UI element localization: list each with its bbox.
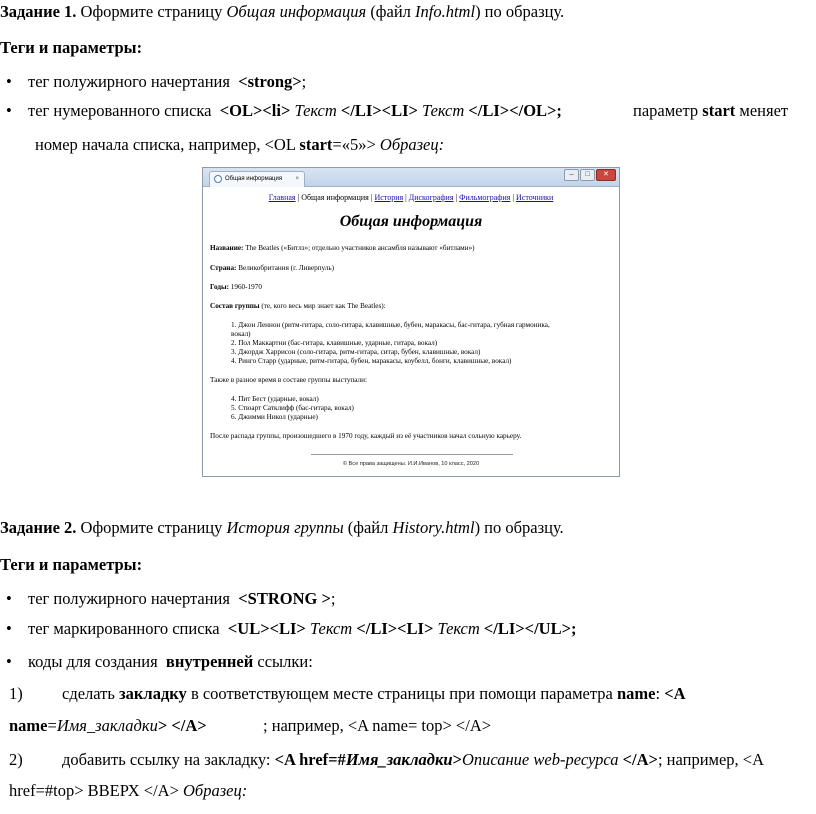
after-text: После распада группы, произошедшего в 1970 году, каждый из её участников начал сольную карьеру. [210, 432, 522, 440]
task2-bullet1-tag: <STRONG > [238, 589, 331, 608]
task2-heading-text: Оформите страницу [76, 518, 227, 537]
task1-start-param [633, 101, 788, 121]
task2-bullet2-tag2: </LI><LI> [356, 619, 434, 638]
list-item: 4. Ринго Старр (ударные, ритм-гитара, бубен, маракасы, коубелл, бонги, клавишные, вокал) [231, 357, 512, 365]
step2-close-tag: </A> [618, 750, 658, 769]
task2-step2-line2 [9, 781, 247, 801]
task1-page-name: Общая информация [226, 2, 367, 21]
window-buttons [563, 169, 616, 181]
nav-sep: | [295, 193, 302, 202]
task2-tags-title [0, 555, 142, 575]
band-name-row [210, 244, 475, 253]
step1-line2-bookmark-name: Имя_закладки [56, 716, 158, 735]
country-value: Великобритания (г. Ливерпуль) [236, 264, 335, 272]
lineup-row [210, 302, 386, 311]
nav-link-history[interactable]: История [374, 193, 404, 202]
years-value: 1960-1970 [228, 283, 262, 291]
task2-page-name: История группы [226, 518, 344, 537]
task1-line2-text: номер начала списка, например, <OL [35, 135, 300, 154]
list-item: 2. Пол Маккартни (бас-гитара, клавишные, ударные, гитара, вокал) [231, 339, 438, 347]
step2-line2-example: href=#top> ВВЕРХ </A> [9, 781, 184, 800]
list-item: 4. Пит Бест (ударные, вокал) [231, 395, 319, 403]
task2-sample-label: Образец: [183, 781, 248, 800]
task2-bullet1-end: ; [330, 589, 336, 608]
step1-number: 1) [9, 684, 23, 703]
step2-text: добавить ссылку на закладку: [62, 750, 275, 769]
task2-step1-line2 [9, 716, 207, 736]
bullet-dot: • [6, 589, 12, 608]
task2-bullet3-text: коды для создания [28, 652, 162, 671]
browser-tab[interactable] [209, 171, 305, 187]
site-navigation [203, 193, 619, 202]
task1-tags-title-text: Теги и параметры: [0, 38, 143, 57]
bullet-dot: • [6, 72, 12, 91]
browser-content [203, 187, 619, 476]
task1-heading-number: Задание 1. [0, 2, 77, 21]
task1-heading-text3: ) по образцу. [475, 2, 565, 21]
list-item: 3. Джордж Харрисон (соло-гитара, ритм-гитара, ситар, бубен, клавишные, вокал) [231, 348, 481, 356]
step1-line2-eq: = [47, 716, 57, 735]
task1-bullet2-tag2: </LI><LI> [340, 101, 418, 120]
nav-link-discography[interactable]: Дискография [408, 193, 454, 202]
band-name-label: Название: [210, 244, 244, 252]
task1-file-name: Info.html [415, 2, 476, 21]
lineup-value: (те, кого весь мир знает как The Beatles): [259, 302, 386, 310]
step1-text: сделать [62, 684, 120, 703]
task1-bullet2-text: тег нумерованного списка [28, 101, 216, 120]
task2-step1-text [62, 684, 686, 704]
step1-colon: : [655, 684, 665, 703]
task1-bullet2-text2: Текст [417, 101, 469, 120]
task2-step2-text [62, 750, 764, 770]
task2-bullet2-tag1: <UL><LI> [227, 619, 306, 638]
task2-heading-text3: ) по образцу. [474, 518, 564, 537]
task2-heading [0, 518, 564, 538]
task1-heading-text: Оформите страницу [76, 2, 227, 21]
task2-bullet2-text1: Текст [305, 619, 357, 638]
task1-param-start: start [702, 101, 736, 120]
task2-bullet-strong [6, 589, 335, 609]
task1-line2-start: start [299, 135, 333, 154]
task2-bullet1-text: тег полужирного начертания [28, 589, 235, 608]
task1-param-text2: меняет [735, 101, 789, 120]
task1-sample-label: Образец: [379, 135, 445, 154]
task2-file-name: History.html [392, 518, 475, 537]
step2-description: Описание web-ресурса [461, 750, 619, 769]
country-row [210, 264, 334, 273]
task1-bullet2-text1: Текст [290, 101, 341, 120]
nav-sep: | [510, 193, 517, 202]
step2-href: <A href=# [274, 750, 346, 769]
step2-example: ; например, <A [657, 750, 765, 769]
task1-bullet-strong [6, 72, 306, 92]
task2-tags-title-text: Теги и параметры: [0, 555, 143, 574]
step1-example: ; например, <A name= top> </A> [263, 716, 492, 735]
task2-bullet-link [6, 652, 313, 672]
close-window-button[interactable]: ✕ [596, 169, 616, 181]
step1-name-param: name [616, 684, 656, 703]
task2-bullet3-bold: внутренней [165, 652, 254, 671]
task1-bullet1-tag: <strong> [238, 72, 302, 91]
task2-heading-text2: (файл [343, 518, 393, 537]
copyright-text: © Все права защищены. И.И.Иванов, 10 класс, 2020 [342, 461, 480, 467]
step2-number: 2) [9, 750, 23, 769]
nav-link-sources[interactable]: Источники [516, 193, 554, 202]
list-item: 6. Джимми Никол (ударные) [231, 413, 318, 421]
maximize-button[interactable]: □ [580, 169, 595, 181]
nav-current-page: Общая информация [301, 193, 369, 202]
step2-bookmark-name: Имя_закладки [345, 750, 453, 769]
step2-gt: > [452, 750, 462, 769]
step1-line2-close-tag: > </A> [157, 716, 207, 735]
task1-bullet1-end: ; [301, 72, 307, 91]
task1-bullet1-text: тег полужирного начертания [28, 72, 235, 91]
task1-param-text: параметр [633, 101, 703, 120]
list-item: 5. Стюарт Сатклифф (бас-гитара, вокал) [231, 404, 354, 412]
browser-screenshot [202, 167, 620, 477]
task2-bullet2-text2: Текст [433, 619, 484, 638]
task1-tags-title [0, 38, 142, 58]
years-row [210, 283, 262, 292]
task2-step1 [9, 684, 23, 704]
country-label: Страна: [210, 264, 237, 272]
nav-sep: | [368, 193, 375, 202]
task1-heading [0, 2, 564, 22]
task2-bullet3-end: ссылки: [253, 652, 313, 671]
nav-sep: | [453, 193, 460, 202]
task1-bullet-ol-line2 [35, 135, 444, 155]
bullet-dot: • [6, 652, 12, 671]
task1-bullet2-tag1: <OL><li> [219, 101, 291, 120]
task2-bullet-ul [6, 619, 576, 639]
list-item: 1. Джон Леннон (ритм-гитара, соло-гитара, клавишные, бубен, маракасы, бас-гитара, губная гармоника, [231, 321, 550, 329]
task1-bullet2-tag3: </LI></OL>; [468, 101, 562, 120]
bullet-dot: • [6, 619, 12, 638]
bullet-dot: • [6, 101, 12, 120]
lineup-label: Состав группы [210, 302, 260, 310]
list-item: вокал) [231, 330, 251, 338]
task2-bullet2-text: тег маркированного списка [28, 619, 224, 638]
step1-a-tag: <A [664, 684, 686, 703]
band-name-value: The Beatles («Битлз»; отдельно участников ансамбля называют «битлами») [243, 244, 475, 252]
minimize-button[interactable]: – [564, 169, 579, 181]
task2-step1-example [263, 716, 491, 736]
task2-step2 [9, 750, 23, 770]
task2-bullet2-tag3: </LI></UL>; [483, 619, 577, 638]
nav-link-home[interactable]: Главная [268, 193, 296, 202]
tab-close-icon[interactable]: × [295, 176, 299, 182]
task1-line2-value: =«5»> [332, 135, 380, 154]
nav-sep: | [403, 193, 409, 202]
nav-link-filmography[interactable]: Фильмография [459, 193, 511, 202]
task2-heading-number: Задание 2. [0, 518, 77, 537]
step1-line2-name: name [9, 716, 48, 735]
browser-tab-title: Общая информация [225, 176, 283, 182]
favicon-icon [214, 175, 222, 183]
browser-tab-bar [203, 168, 619, 187]
task1-bullet-ol [6, 101, 562, 121]
task1-heading-text2: (файл [366, 2, 416, 21]
years-label: Годы: [210, 283, 229, 291]
step1-text2: в соответствующем месте страницы при помощи параметра [186, 684, 617, 703]
page-title: Общая информация [339, 213, 483, 230]
footer-divider [311, 454, 513, 455]
also-text: Также в разное время в составе группы выступали: [210, 376, 367, 384]
step1-bookmark: закладку [119, 684, 187, 703]
